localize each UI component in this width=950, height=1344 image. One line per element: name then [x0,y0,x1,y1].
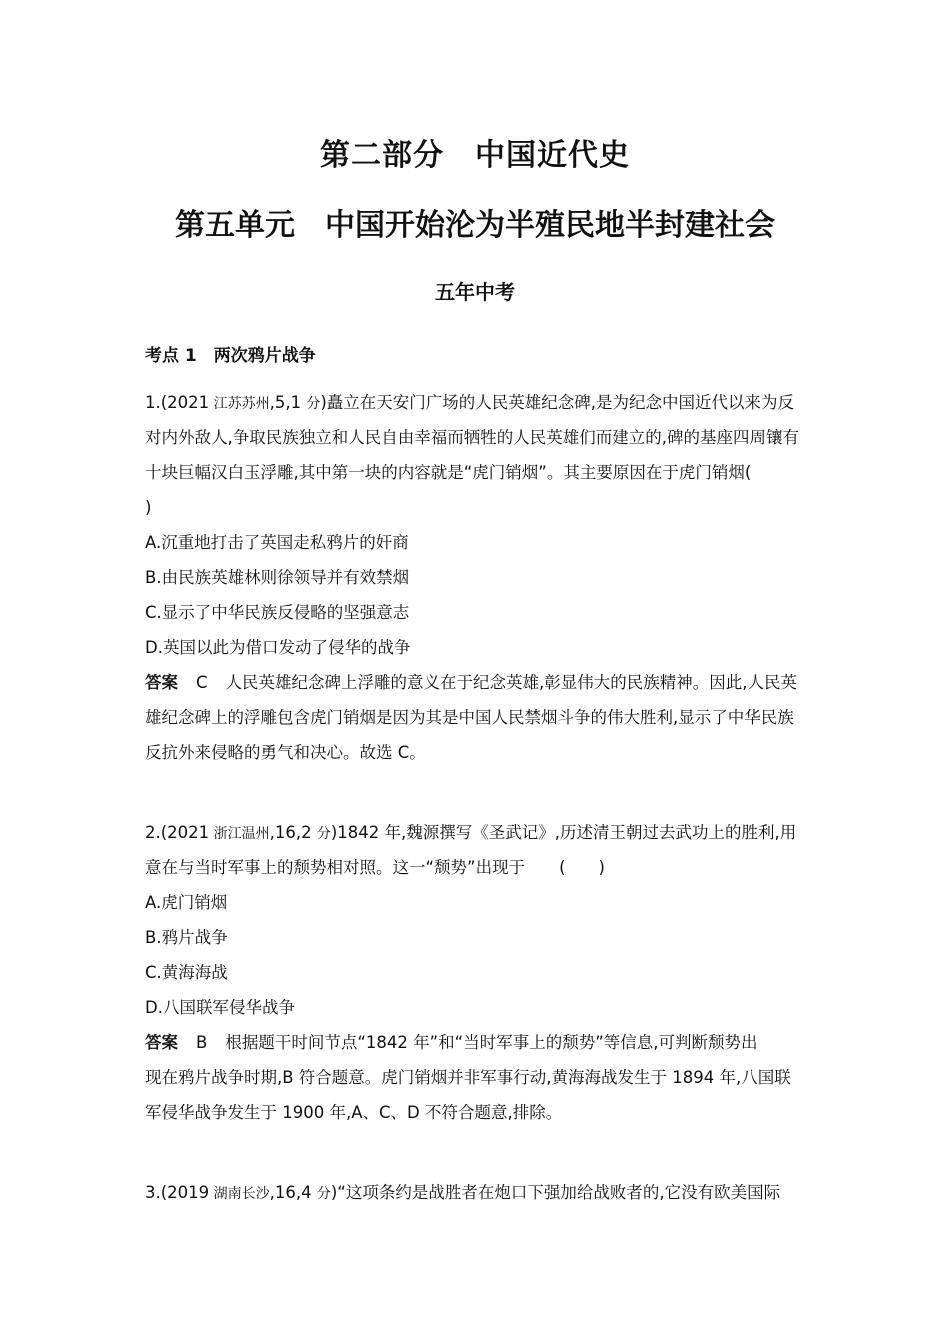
option-c: C.显示了中华民族反侵略的坚强意志 [145,603,410,622]
question-source: 浙江温州 [209,826,270,842]
unit-title: 第五单元 中国开始沦为半殖民地半封建社会 [175,208,775,243]
question-1 [145,385,815,770]
section-title: 考点 1 两次鸦片战争 [145,346,316,366]
option-d: D.八国联军侵华战争 [145,998,295,1017]
answer-line-1: 答案 C 人民英雄纪念碑上浮雕的意义在于纪念英雄,彰显伟大的民族精神。因此,人民英 [145,673,798,692]
answer-line-1: 答案 B 根据题干时间节点“1842 年”和“当时军事上的颓势”等信息,可判断颓势出 [145,1033,758,1052]
question-1-line-1: 1.(2021 江苏苏州,5,1 分)矗立在天安门广场的人民英雄纪念碑,是为纪念中国近代以来为反 [145,393,795,412]
question-3 [145,1175,815,1210]
question-source: 湖南长沙 [209,1186,270,1202]
answer-choice: C [196,673,208,692]
answer-line-2: 现在鸦片战争时期,B 符合题意。虎门销烟并非军事行动,黄海海战发生于 1894 年,八国联 [145,1068,791,1087]
question-2 [145,815,815,1130]
option-a: A.沉重地打击了英国走私鸦片的奸商 [145,533,409,552]
option-d: D.英国以此为借口发动了侵华的战争 [145,638,411,657]
answer-line-2: 雄纪念碑上的浮雕包含虎门销烟是因为其是中国人民禁烟斗争的伟大胜利,显示了中华民族 [145,708,794,727]
question-source: 江苏苏州 [209,396,270,412]
answer-choice: B [196,1033,208,1052]
question-3-line-1: 3.(2019 湖南长沙,16,4 分)“这项条约是战胜者在炮口下强加给战败者的,它没有欧美国际 [145,1183,781,1202]
question-2-line-1: 2.(2021 浙江温州,16,2 分)1842 年,魏源撰写《圣武记》,历述清王朝过去武功上的胜利,用 [145,823,797,842]
answer-label: 答案 [145,673,178,692]
answer-blank: ( ) [559,858,605,877]
sub-title: 五年中考 [435,280,515,304]
option-a: A.虎门销烟 [145,893,228,912]
answer-line-3: 反抗外来侵略的勇气和决心。故选 C。 [145,743,426,762]
answer-line-3: 军侵华战争发生于 1900 年,A、C、D 不符合题意,排除。 [145,1103,563,1122]
question-1-line-2: 对内外敌人,争取民族独立和人民自由幸福而牺牲的人民英雄们而建立的,碑的基座四周镶有 [145,428,799,447]
question-2-line-2: 意在与当时军事上的颓势相对照。这一“颓势”出现于 ( ) [145,850,815,885]
option-b: B.鸦片战争 [145,928,228,947]
question-1-line-4: ) [145,498,152,517]
option-c: C.黄海海战 [145,963,228,982]
answer-label: 答案 [145,1033,178,1052]
question-1-line-3: 十块巨幅汉白玉浮雕,其中第一块的内容就是“虎门销烟”。其主要原因在于虎门销烟( [145,463,752,482]
part-title: 第二部分 中国近代史 [320,138,630,173]
option-b: B.由民族英雄林则徐领导并有效禁烟 [145,568,410,587]
